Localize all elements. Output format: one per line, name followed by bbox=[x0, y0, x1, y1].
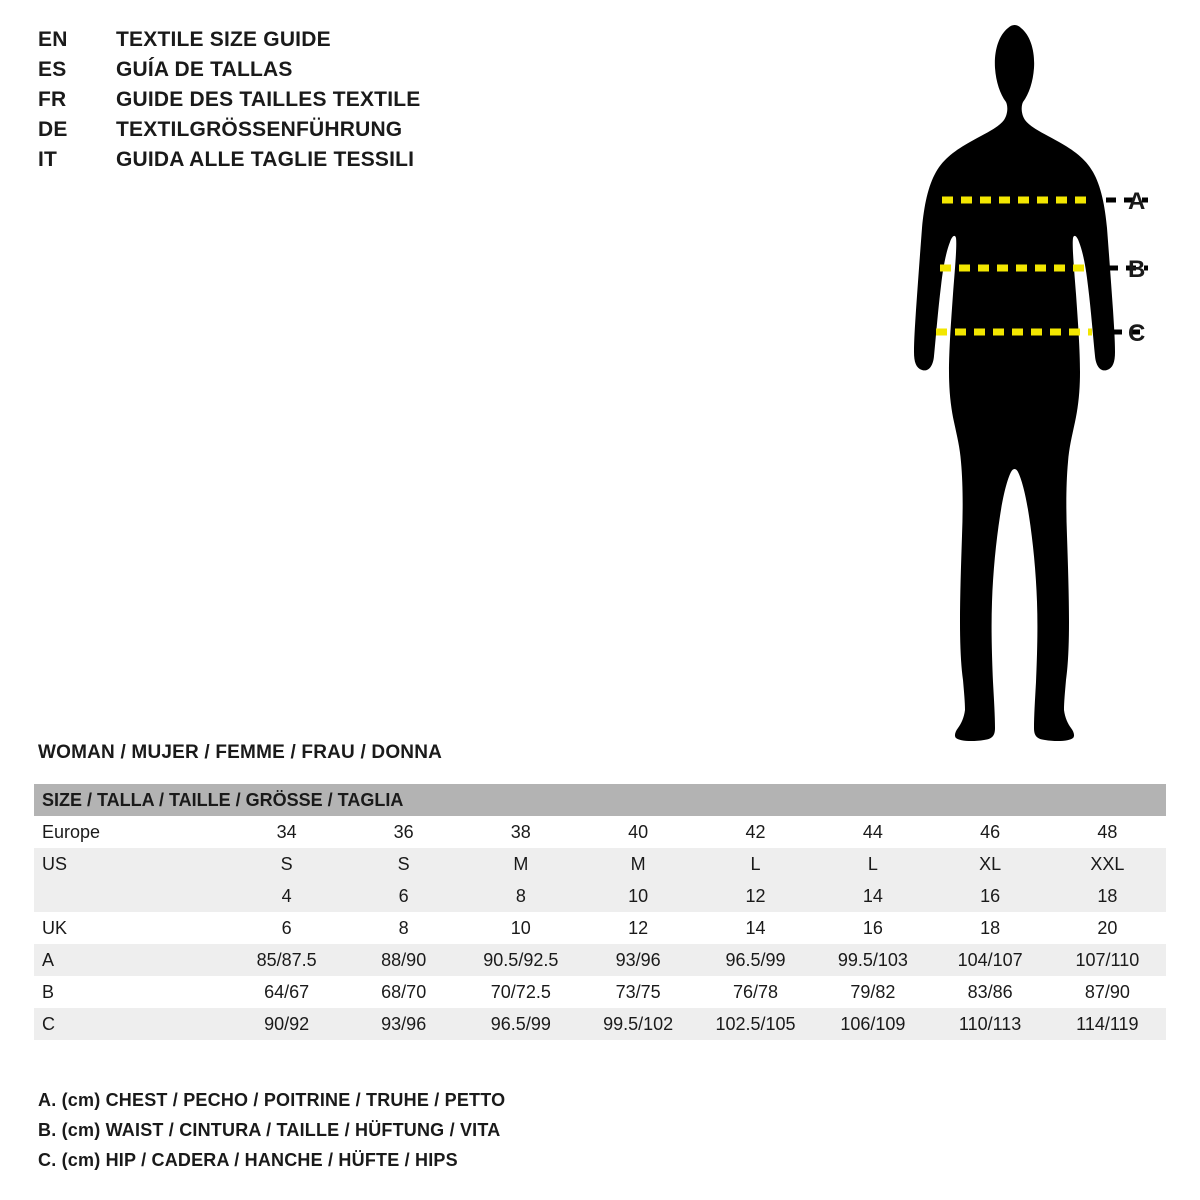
title-lang-code: DE bbox=[38, 118, 68, 141]
row-cell: 88/90 bbox=[345, 944, 462, 976]
row-cell: XXL bbox=[1049, 848, 1166, 880]
title-text: GUIDA ALLE TAGLIE TESSILI bbox=[116, 148, 415, 171]
title-text: GUÍA DE TALLAS bbox=[116, 58, 293, 81]
woman-silhouette-icon bbox=[914, 25, 1115, 741]
row-cell: 48 bbox=[1049, 816, 1166, 848]
row-cell: 93/96 bbox=[345, 1008, 462, 1040]
row-cell: 12 bbox=[580, 912, 697, 944]
footnote-hip: C. (cm) HIP / CADERA / HANCHE / HÜFTE / HIPS bbox=[38, 1150, 458, 1170]
title-row bbox=[38, 118, 598, 148]
row-cell: S bbox=[228, 848, 345, 880]
row-label: Europe bbox=[34, 816, 228, 848]
table-row bbox=[34, 944, 1166, 976]
row-cell: 12 bbox=[697, 880, 814, 912]
row-cell: 40 bbox=[580, 816, 697, 848]
footnote-chest: A. (cm) CHEST / PECHO / POITRINE / TRUHE / PETTO bbox=[38, 1090, 506, 1110]
row-cell: S bbox=[345, 848, 462, 880]
row-cell: 44 bbox=[814, 816, 931, 848]
row-cell: M bbox=[462, 848, 579, 880]
row-cell: 14 bbox=[814, 880, 931, 912]
row-cell: 36 bbox=[345, 816, 462, 848]
table-row bbox=[34, 816, 1166, 848]
row-label: UK bbox=[34, 912, 228, 944]
title-text: TEXTILGRÖSSENFÜHRUNG bbox=[116, 118, 403, 141]
title-row bbox=[38, 88, 598, 118]
row-cell: 102.5/105 bbox=[697, 1008, 814, 1040]
title-lang-code: IT bbox=[38, 148, 58, 171]
row-cell: 96.5/99 bbox=[462, 1008, 579, 1040]
row-cell: 73/75 bbox=[580, 976, 697, 1008]
marker-label-a: A bbox=[1128, 188, 1146, 215]
row-label: US bbox=[34, 848, 228, 880]
title-lang-code: FR bbox=[38, 88, 67, 111]
title-text: TEXTILE SIZE GUIDE bbox=[116, 28, 331, 51]
title-lang-code: EN bbox=[38, 28, 68, 51]
row-cell: 104/107 bbox=[932, 944, 1049, 976]
row-cell: 18 bbox=[932, 912, 1049, 944]
row-cell: 96.5/99 bbox=[697, 944, 814, 976]
row-cell: 4 bbox=[228, 880, 345, 912]
row-cell: 16 bbox=[814, 912, 931, 944]
marker-label-c: C bbox=[1128, 320, 1146, 347]
size-table bbox=[34, 784, 1166, 1040]
row-cell: 42 bbox=[697, 816, 814, 848]
row-label bbox=[34, 880, 228, 912]
title-text: GUIDE DES TAILLES TEXTILE bbox=[116, 88, 421, 111]
title-block bbox=[38, 28, 598, 178]
row-cell: 93/96 bbox=[580, 944, 697, 976]
row-cell: 90.5/92.5 bbox=[462, 944, 579, 976]
row-cell: 16 bbox=[932, 880, 1049, 912]
row-cell: M bbox=[580, 848, 697, 880]
table-row bbox=[34, 880, 1166, 912]
row-cell: 107/110 bbox=[1049, 944, 1166, 976]
row-cell: 8 bbox=[345, 912, 462, 944]
table-header-label: SIZE / TALLA / TAILLE / GRÖSSE / TAGLIA bbox=[34, 784, 1166, 816]
table-row bbox=[34, 1008, 1166, 1040]
row-cell: 83/86 bbox=[932, 976, 1049, 1008]
row-cell: 6 bbox=[345, 880, 462, 912]
row-cell: 87/90 bbox=[1049, 976, 1166, 1008]
measurement-figure bbox=[860, 10, 1190, 750]
row-cell: 14 bbox=[697, 912, 814, 944]
row-cell: L bbox=[814, 848, 931, 880]
section-title: WOMAN / MUJER / FEMME / FRAU / DONNA bbox=[38, 742, 443, 763]
row-cell: 90/92 bbox=[228, 1008, 345, 1040]
row-cell: 76/78 bbox=[697, 976, 814, 1008]
row-cell: 110/113 bbox=[932, 1008, 1049, 1040]
row-cell: 38 bbox=[462, 816, 579, 848]
row-cell: 99.5/102 bbox=[580, 1008, 697, 1040]
footnote-waist: B. (cm) WAIST / CINTURA / TAILLE / HÜFTUNG / VITA bbox=[38, 1120, 501, 1140]
title-row bbox=[38, 148, 598, 178]
table-row bbox=[34, 912, 1166, 944]
marker-label-b: B bbox=[1128, 256, 1146, 283]
row-cell: 79/82 bbox=[814, 976, 931, 1008]
row-cell: 8 bbox=[462, 880, 579, 912]
row-cell: 18 bbox=[1049, 880, 1166, 912]
row-label: C bbox=[34, 1008, 228, 1040]
row-cell: 6 bbox=[228, 912, 345, 944]
title-row bbox=[38, 58, 598, 88]
table-row bbox=[34, 848, 1166, 880]
row-cell: 70/72.5 bbox=[462, 976, 579, 1008]
row-cell: 106/109 bbox=[814, 1008, 931, 1040]
row-cell: 114/119 bbox=[1049, 1008, 1166, 1040]
title-row bbox=[38, 28, 598, 58]
row-cell: 99.5/103 bbox=[814, 944, 931, 976]
title-lang-code: ES bbox=[38, 58, 67, 81]
row-cell: L bbox=[697, 848, 814, 880]
row-cell: 20 bbox=[1049, 912, 1166, 944]
row-cell: 34 bbox=[228, 816, 345, 848]
row-cell: 68/70 bbox=[345, 976, 462, 1008]
footnotes bbox=[38, 1090, 738, 1180]
row-cell: 85/87.5 bbox=[228, 944, 345, 976]
row-cell: XL bbox=[932, 848, 1049, 880]
row-cell: 46 bbox=[932, 816, 1049, 848]
row-label: A bbox=[34, 944, 228, 976]
row-cell: 10 bbox=[580, 880, 697, 912]
row-label: B bbox=[34, 976, 228, 1008]
row-cell: 64/67 bbox=[228, 976, 345, 1008]
table-header-row bbox=[34, 784, 1166, 816]
row-cell: 10 bbox=[462, 912, 579, 944]
table-row bbox=[34, 976, 1166, 1008]
